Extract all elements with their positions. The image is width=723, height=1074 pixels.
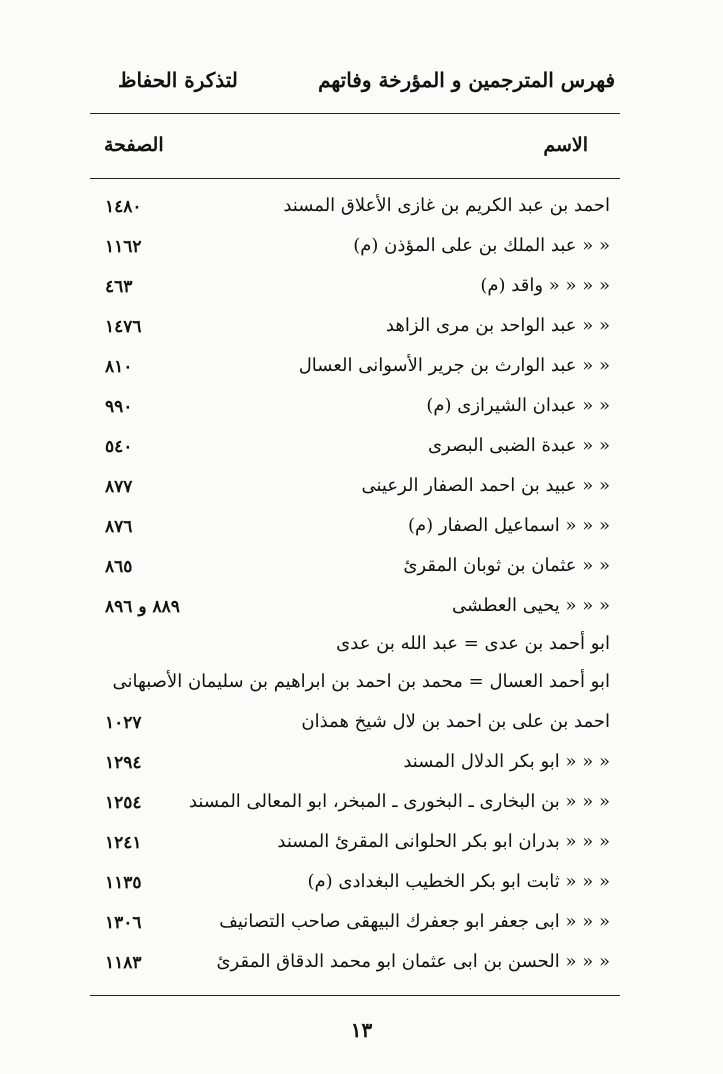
entry-row (90, 665, 620, 705)
entry-page: ٨١٠ (105, 357, 133, 377)
entry-name: « « عبدة الضبى البصرى (427, 435, 610, 456)
entry-name: « « « يحيى العطشى (452, 595, 610, 616)
entry-row (90, 469, 620, 509)
entry-row (90, 589, 620, 629)
entry-name: « « « ابى جعفر ابو جعفرك البيهقى صاحب التصانيف (219, 911, 610, 932)
entry-name: « « « بن البخارى ـ البخورى ـ المبخر، ابو المعالى المسند (188, 791, 610, 812)
book-title: لتذكرة الحفاظ (118, 68, 238, 92)
entry-name: « « « بدران ابو بكر الحلوانى المقرئ المسند (277, 831, 610, 852)
entry-row (90, 905, 620, 945)
entry-page: ١٤٧٦ (105, 317, 142, 337)
header-rule (90, 113, 620, 114)
entry-page: ١٤٨٠ (105, 197, 142, 217)
column-header-name: الاسم (543, 134, 588, 156)
column-header-page: الصفحة (104, 134, 164, 156)
entry-name: احمد بن عبد الكريم بن غازى الأعلاق المسند (283, 195, 610, 216)
entry-name: « « « ثابت ابو بكر الخطيب البغدادى (م) (307, 871, 610, 892)
entry-name: « « عبدان الشيرازى (م) (426, 395, 610, 416)
entry-name: « « « ابو بكر الدلال المسند (403, 751, 610, 772)
entry-row (90, 945, 620, 985)
entry-name: « « « « واقد (م) (480, 275, 610, 296)
entry-row (90, 705, 620, 745)
entry-page: ١١٨٣ (105, 953, 142, 973)
entry-row (90, 309, 620, 349)
entry-page: ١١٦٢ (105, 237, 142, 257)
footer-rule (90, 995, 620, 996)
entry-name: « « « اسماعيل الصفار (م) (408, 515, 610, 536)
entry-name: « « عبد الوارث بن جرير الأسوانى العسال (298, 355, 610, 376)
entry-name: احمد بن على بن احمد بن لال شيخ همذان (301, 711, 610, 732)
entry-page: ١٣٠٦ (105, 913, 142, 933)
entry-page: ٨٧٦ (105, 517, 133, 537)
running-title: فهرس المترجمين و المؤرخة وفاتهم (318, 68, 615, 92)
entry-row (90, 549, 620, 589)
entry-name: ابو أحمد العسال = محمد بن احمد بن ابراهيم بن سليمان الأصبهانى (112, 671, 610, 692)
entry-name: « « عبيد بن احمد الصفار الرعينى (361, 475, 610, 496)
entry-page: ١٢٩٤ (105, 753, 142, 773)
entry-page: ١٢٤١ (105, 833, 142, 853)
entry-row (90, 509, 620, 549)
entry-row (90, 627, 620, 667)
entry-page: ٨٨٩ و ٨٩٦ (105, 597, 180, 617)
entry-row (90, 229, 620, 269)
entry-name: ابو أحمد بن عدى = عبد الله بن عدى (336, 633, 610, 654)
entry-page: ١١٣٥ (105, 873, 142, 893)
entry-row (90, 785, 620, 825)
entry-page: ٩٩٠ (105, 397, 133, 417)
entry-name: « « « الحسن بن ابى عثمان ابو محمد الدقاق المقرئ (216, 951, 610, 972)
entry-page: ١٠٢٧ (105, 713, 142, 733)
entry-page: ٤٦٣ (105, 277, 133, 297)
columns-rule (90, 178, 620, 179)
entry-page: ٨٧٧ (105, 477, 133, 497)
entry-row (90, 189, 620, 229)
entry-page: ٨٦٥ (105, 557, 133, 577)
entry-page: ٥٤٠ (105, 437, 133, 457)
entry-row (90, 349, 620, 389)
entry-page: ١٢٥٤ (105, 793, 142, 813)
entry-row (90, 429, 620, 469)
entry-row (90, 269, 620, 309)
page-number: ١٣ (350, 1018, 373, 1042)
entry-name: « « عثمان بن ثوبان المقرئ (403, 555, 610, 576)
entry-row (90, 745, 620, 785)
entry-name: « « عبد الملك بن على المؤذن (م) (353, 235, 610, 256)
entry-row (90, 865, 620, 905)
entry-row (90, 825, 620, 865)
entry-name: « « عبد الواحد بن مرى الزاهد (385, 315, 610, 336)
entry-row (90, 389, 620, 429)
